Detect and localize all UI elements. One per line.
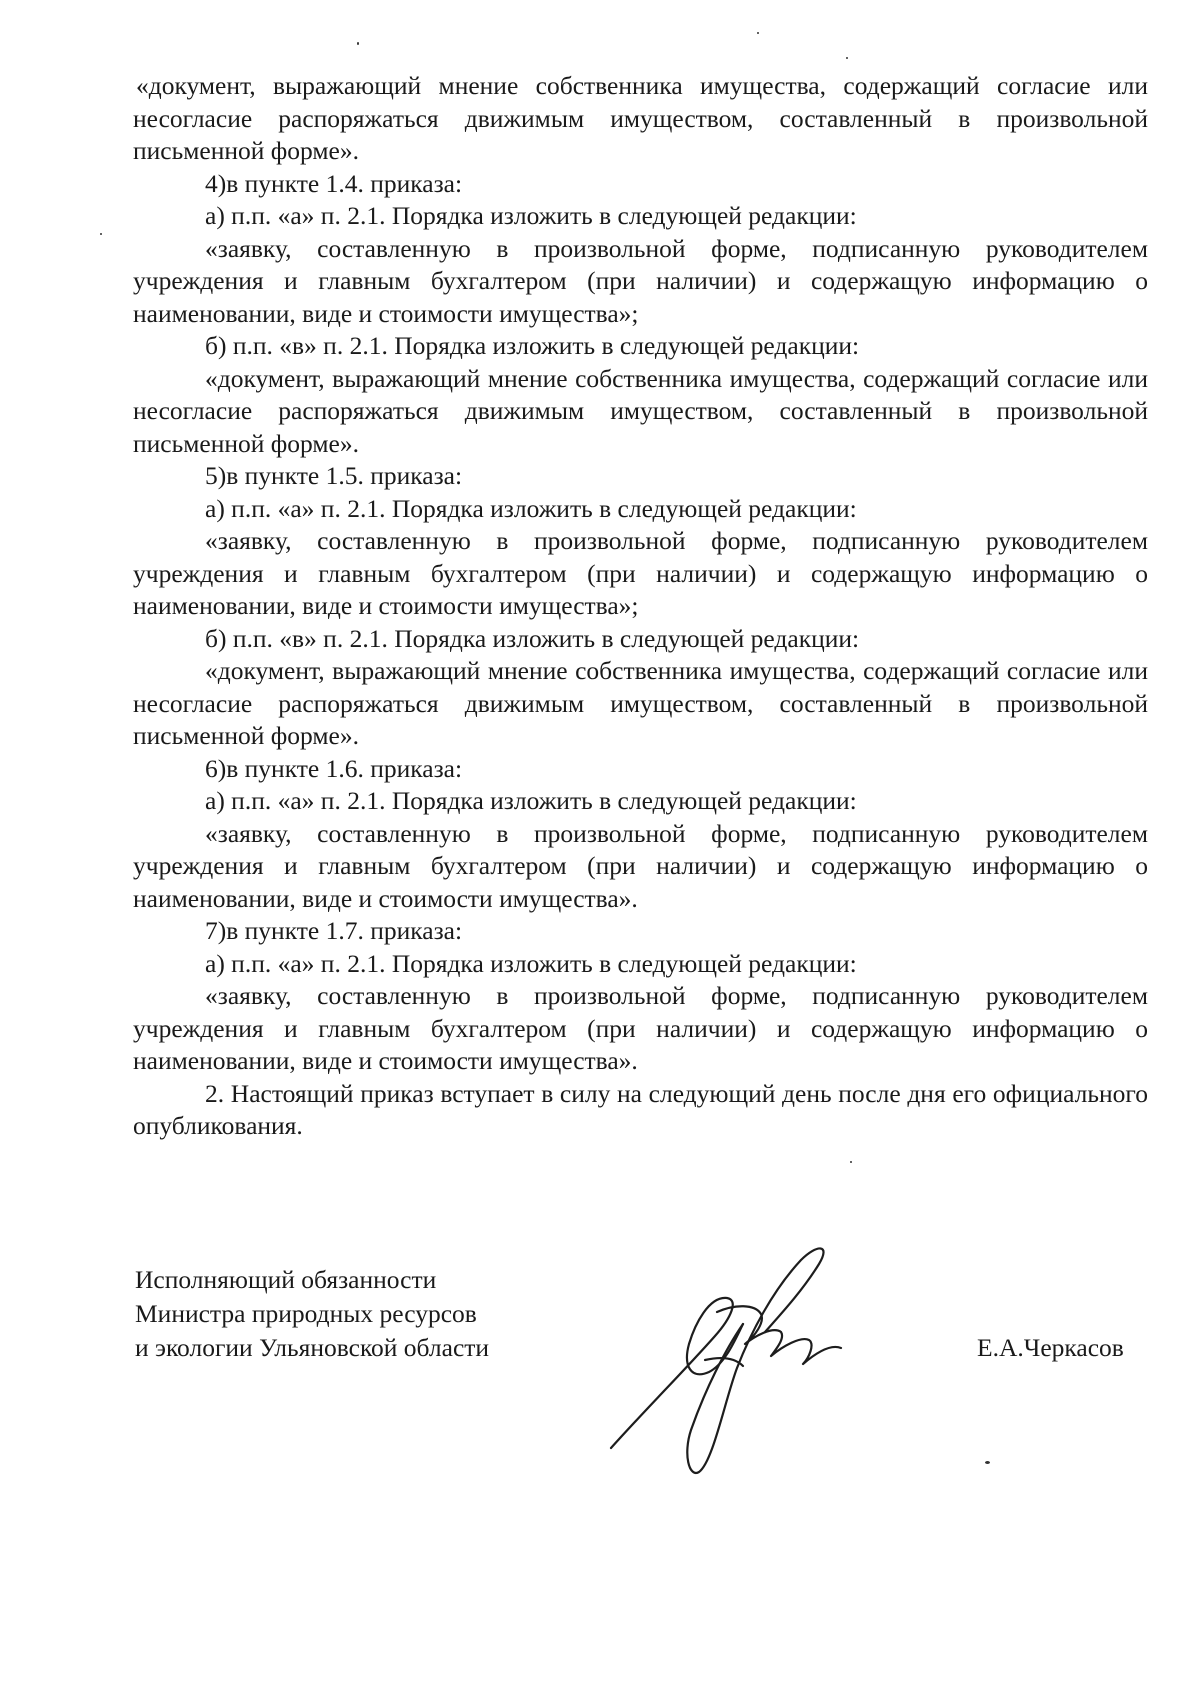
paragraph: «заявку, составленную в произвольной форме, подписанную руководителем учреждения и главным бухгалтером (при наличии) и содержащую информацию о наименовании, виде и стоимости имущества»; [133,233,1148,328]
paragraph: а) п.п. «а» п. 2.1. Порядка изложить в следующей редакции: [205,201,857,230]
paragraph: 5)в пункте 1.5. приказа: [205,461,463,490]
paragraph: б) п.п. «в» п. 2.1. Порядка изложить в следующей редакции: [205,331,860,360]
scan-speck [757,32,759,34]
paragraph: 2. Настоящий приказ вступает в силу на следующий день после дня его официального опубликования. [133,1078,1148,1140]
paragraph: «заявку, составленную в произвольной форме, подписанную руководителем учреждения и главным бухгалтером (при наличии) и содержащую информацию о наименовании, виде и стоимости имущества». [133,818,1148,913]
signatory-name: Е.А.Черкасов [977,1333,1124,1362]
paragraph: «заявку, составленную в произвольной форме, подписанную руководителем учреждения и главным бухгалтером (при наличии) и содержащую информацию о наименовании, виде и стоимости имущества». [133,981,1148,1075]
paragraph: «документ, выражающий мнение собственника имущества, содержащий согласие или несогласие распоряжаться движимым имуществом, составленный в произвольной письменной форме». [133,363,1148,458]
scan-speck [846,57,848,59]
paragraph: а) п.п. «а» п. 2.1. Порядка изложить в следующей редакции: [205,493,857,523]
paragraph: 4)в пункте 1.4. приказа: [205,168,463,198]
position-line: и экологии Ульяновской области [135,1333,490,1362]
paragraph: б) п.п. «в» п. 2.1. Порядка изложить в следующей редакции: [205,623,860,653]
scan-speck [357,42,359,45]
handwritten-signature [605,1240,885,1490]
scan-speck [850,1161,852,1163]
scan-speck [100,233,102,235]
paragraph: 7)в пункте 1.7. приказа: [205,916,463,945]
document-body [133,70,1148,1143]
paragraph: а) п.п. «а» п. 2.1. Порядка изложить в следующей редакции: [205,786,857,815]
position-line: Министра природных ресурсов [135,1299,477,1328]
position-line: Исполняющий обязанности [135,1265,437,1294]
signatory-position [135,1263,489,1365]
paragraph: «документ, выражающий мнение собственника имущества, содержащий согласие или несогласие распоряжаться движимым имуществом, составленный в произвольной письменной форме». [133,71,1148,165]
paragraph: «документ, выражающий мнение собственника имущества, содержащий согласие или несогласие распоряжаться движимым имуществом, составленный в произвольной письменной форме». [133,656,1148,750]
scan-speck [985,1461,990,1464]
paragraph: 6)в пункте 1.6. приказа: [205,753,463,783]
paragraph: «заявку, составленную в произвольной форме, подписанную руководителем учреждения и главным бухгалтером (при наличии) и содержащую информацию о наименовании, виде и стоимости имущества»; [133,526,1148,620]
paragraph: а) п.п. «а» п. 2.1. Порядка изложить в следующей редакции: [205,948,857,978]
